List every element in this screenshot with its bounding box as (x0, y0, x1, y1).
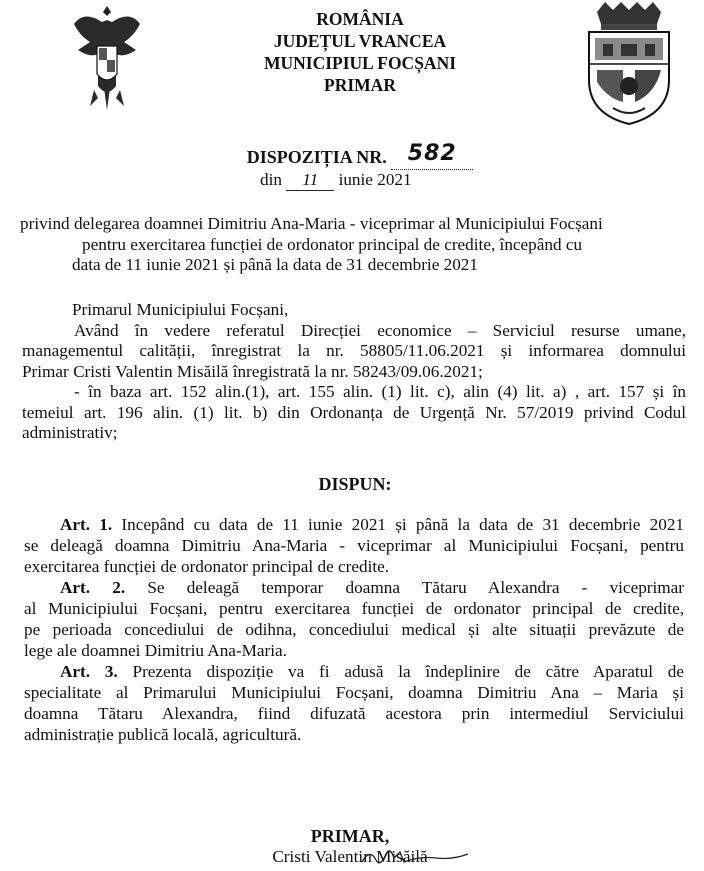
preamble-line: administrativ; (22, 423, 118, 442)
article-text: Incepând cu data de 11 iunie 2021 și până la data de 31 decembrie 2021 (121, 515, 685, 534)
subject-line: pentru exercitarea funcției de ordonator principal de credite, începând cu (82, 234, 583, 254)
article-line: lege ale doamnei Dimitriu Ana-Maria. (24, 641, 287, 660)
article-line (24, 577, 684, 598)
subject-line: privind delegarea doamnei Dimitriu Ana-Maria - viceprimar al Municipiului Focșani (20, 214, 603, 233)
article-label: Art. 2. (60, 578, 126, 597)
signatory-name: Cristi Valentin Misăilă (272, 847, 428, 866)
handwritten-signature-icon (360, 844, 470, 870)
header-municipality: MUNICIPIUL FOCȘANI (263, 53, 457, 73)
romania-coat-of-arms-icon (64, 2, 150, 112)
preamble-line: Primar Cristi Valentin Misăilă înregistrată la nr. 58243/09.06.2021; (22, 361, 483, 381)
subject-block (20, 214, 684, 276)
article-label: Art. 3. (60, 662, 118, 681)
article-line: exercitarea funcției de ordonator principal de credite. (24, 557, 390, 576)
date-day: 11 (302, 170, 319, 189)
header-country: ROMÂNIA (316, 9, 404, 29)
preamble-line: temeiul art. 196 alin. (1) lit. b) din Ordonanța de Urgență Nr. 57/2019 privind Codul (22, 402, 686, 422)
disposition-title (160, 141, 560, 170)
article-line: administrație publică locală, agricultură. (24, 725, 302, 744)
preamble-line: managementul calității, înregistrat la nr. 58805/11.06.2021 și informarea domnului (22, 341, 686, 360)
article-line: doamna Tătaru Alexandra, fiind difuzată acestora prin intermediul Serviciului (24, 704, 684, 723)
article-text: Prezenta dispoziție va fi adusă la îndeplinire de către Aparatul de (132, 662, 684, 681)
article-line (24, 514, 684, 535)
date-suffix: iunie 2021 (338, 170, 412, 189)
dispun-heading: DISPUN: (318, 474, 392, 494)
article-line: se deleagă doamna Dimitriu Ana-Maria - viceprimar al Municipiului Focșani, pentru (24, 536, 684, 555)
focsani-coat-of-arms-icon (583, 2, 675, 126)
article-line: al Municipiului Focșani, pentru exercitarea funcției de ordonator principal de credite, (24, 599, 684, 618)
preamble-opening: Primarul Municipiului Focșani, (72, 300, 289, 319)
preamble-block (22, 300, 686, 444)
article-line (24, 661, 684, 682)
articles-block (24, 514, 684, 745)
preamble-line: Având în vedere referatul Direcției economice – Serviciul resurse umane, (74, 320, 686, 340)
article-label: Art. 1. (60, 515, 113, 534)
article-line: specialitate al Primarului Municipiului Focșani, doamna Dimitriu Ana – Maria și (24, 683, 684, 702)
date-prefix: din (260, 170, 282, 189)
document-header (200, 8, 520, 96)
disposition-date (260, 170, 500, 191)
header-county: JUDEȚUL VRANCEA (273, 31, 447, 51)
preamble-line: - în baza art. 152 alin.(1), art. 155 alin. (1) lit. c), alin (4) lit. a) , art. 157 și în (74, 382, 686, 401)
signatory-title: PRIMAR, (310, 826, 390, 846)
subject-line: data de 11 iunie 2021 și până la data de 31 decembrie 2021 (72, 255, 478, 274)
disposition-label: DISPOZIȚIA NR. (246, 147, 387, 167)
article-text: Se deleagă temporar doamna Tătaru Alexandra - viceprimar (147, 578, 685, 597)
disposition-number: 582 (407, 141, 457, 166)
header-office: PRIMAR (324, 75, 396, 95)
article-line: pe perioada concediului de odihna, concediului medical și alte situații prevăzute de (24, 620, 684, 639)
